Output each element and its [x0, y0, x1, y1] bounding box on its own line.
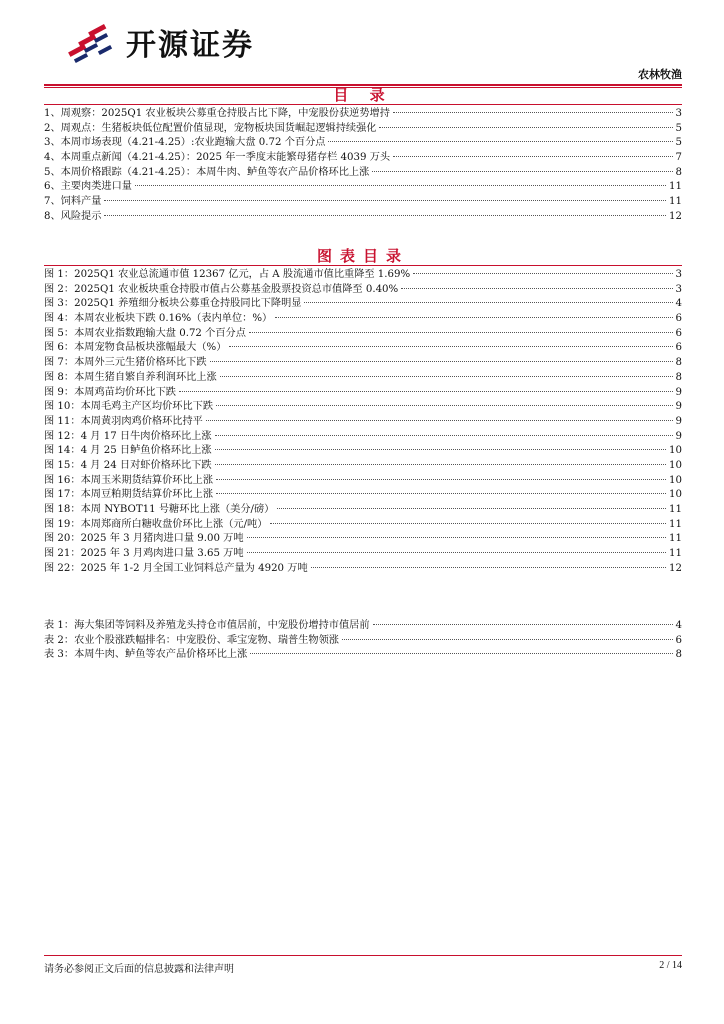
entry-title: 本周 NYBOT11 号糖环比上涨（美分/磅） [80, 504, 275, 515]
entry-page: 6 [675, 313, 682, 325]
entry-page: 7 [675, 152, 682, 164]
entry-title: 主要肉类进口量 [60, 181, 132, 193]
figure-entry[interactable] [44, 415, 682, 430]
entry-title: 4 月 25 日鲈鱼价格环比上涨 [80, 445, 212, 457]
entry-page: 5 [675, 137, 682, 149]
entry-title: 2025 年 3 月猪肉进口量 9.00 万吨 [80, 533, 244, 545]
entry-page: 5 [675, 122, 682, 134]
entry-page: 10 [669, 474, 682, 486]
figure-entry[interactable] [44, 430, 682, 445]
entry-title: 本周价格跟踪（4.21-4.25）：本周牛肉、鲈鱼等农产品价格环比上涨 [60, 166, 370, 178]
entry-title: 本周豆粕期货结算价环比上涨 [80, 489, 214, 501]
page-number: 2 / 14 [659, 960, 682, 971]
dot-leader [413, 273, 672, 274]
dot-leader [304, 302, 672, 303]
entry-title: 本周农业板块下跌 0.16%（表内单位：%） [74, 313, 273, 325]
figure-entry[interactable] [44, 474, 682, 489]
tables-list [44, 619, 682, 663]
dot-leader [373, 624, 673, 625]
dot-leader [216, 405, 673, 406]
dot-leader [275, 317, 672, 318]
entry-number: 图 15： [44, 459, 81, 471]
footer-divider [44, 955, 682, 956]
entry-title: 4 月 17 日牛肉价格环比上涨 [80, 430, 212, 442]
entry-number: 图 12： [44, 430, 81, 442]
entry-number: 图 2： [44, 283, 75, 295]
entry-page: 11 [669, 504, 682, 515]
entry-number: 图 10： [44, 401, 81, 413]
dot-leader [393, 156, 672, 157]
figure-entry[interactable] [44, 312, 682, 327]
dot-leader [393, 112, 673, 113]
toc-entry[interactable] [44, 151, 682, 166]
entry-page: 10 [669, 489, 682, 501]
figure-entry[interactable] [44, 327, 682, 342]
entry-title: 本周毛鸡主产区均价环比下跌 [80, 401, 214, 413]
figure-entry[interactable] [44, 488, 682, 503]
logo-text: 开源证券 [126, 28, 254, 63]
entry-title: 本周郑商所白糖收盘价环比上涨（元/吨） [80, 518, 268, 530]
entry-number: 3、 [44, 137, 61, 149]
entry-number: 1、 [44, 108, 61, 119]
toc-entry[interactable] [44, 107, 682, 122]
entry-title: 周观察：2025Q1 农业板块公募重仓持股占比下降，中宠股份获逆势增持 [60, 108, 390, 119]
entry-page: 3 [675, 108, 682, 119]
entry-page: 4 [675, 298, 682, 310]
toc-entry[interactable] [44, 210, 682, 225]
dot-leader [311, 567, 666, 568]
entry-page: 9 [675, 430, 682, 442]
entry-title: 2025Q1 养殖细分板块公募重仓持股同比下降明显 [74, 298, 302, 310]
entry-number: 表 1： [44, 620, 75, 631]
entry-number: 7、 [44, 196, 61, 208]
entry-number: 图 3： [44, 298, 75, 310]
footer-disclaimer: 请务必参阅正文后面的信息披露和法律声明 [44, 964, 234, 975]
table-entry[interactable] [44, 648, 682, 663]
entry-number: 图 8： [44, 371, 75, 383]
figure-entry[interactable] [44, 268, 682, 283]
figure-entry[interactable] [44, 386, 682, 401]
entry-title: 本周重点新闻（4.21-4.25）：2025 年一季度末能繁母猪存栏 4039 万头 [60, 152, 391, 164]
figure-entry[interactable] [44, 503, 682, 518]
entry-page: 11 [669, 196, 682, 208]
entry-title: 本周玉米期货结算价环比上涨 [80, 474, 214, 486]
entry-title: 2025 年 3 月鸡肉进口量 3.65 万吨 [80, 548, 244, 560]
entry-page: 8 [675, 371, 682, 383]
table-entry[interactable] [44, 619, 682, 634]
figure-entry[interactable] [44, 356, 682, 371]
entry-title: 饲料产量 [60, 196, 102, 208]
dot-leader [216, 493, 666, 494]
dot-leader [104, 200, 666, 201]
logo-mark-icon [64, 18, 120, 66]
dot-leader [328, 141, 672, 142]
sector-label: 农林牧渔 [638, 68, 682, 81]
entry-number: 表 3： [44, 649, 75, 661]
entry-title: 4 月 24 日对虾价格环比下跌 [80, 459, 212, 471]
entry-title: 周观点：生猪板块低位配置价值显现，宠物板块国货崛起逻辑持续强化 [60, 122, 377, 134]
entry-number: 图 17： [44, 489, 81, 501]
dot-leader [379, 127, 672, 128]
entry-number: 图 4： [44, 313, 75, 325]
entry-number: 图 11： [44, 415, 81, 427]
toc-list [44, 107, 682, 225]
entry-page: 8 [675, 649, 682, 661]
entry-title: 2025 年 1-2 月全国工业饲料总产量为 4920 万吨 [80, 562, 308, 574]
figure-entry[interactable] [44, 518, 682, 533]
entry-page: 11 [669, 533, 682, 545]
toc-entry[interactable] [44, 166, 682, 181]
entry-page: 9 [675, 401, 682, 413]
figure-entry[interactable] [44, 297, 682, 312]
entry-title: 2025Q1 农业总流通市值 12367 亿元，占 A 股流通市值比重降至 1.69% [74, 269, 411, 280]
entry-page: 4 [675, 620, 682, 631]
entry-number: 8、 [44, 210, 61, 222]
dot-leader [206, 420, 673, 421]
entry-page: 10 [669, 459, 682, 471]
figures-title: 图表目录 [316, 247, 409, 265]
entry-page: 8 [675, 357, 682, 369]
entry-page: 11 [669, 181, 682, 193]
entry-title: 本周鸡苗均价环比下跌 [74, 386, 176, 398]
dot-leader [247, 552, 666, 553]
entry-page: 6 [675, 327, 682, 339]
entry-title: 本周生猪自繁自养利润环比上涨 [74, 371, 217, 383]
figure-entry[interactable] [44, 547, 682, 562]
entry-number: 图 1： [44, 269, 75, 280]
toc-entry[interactable] [44, 122, 682, 137]
entry-page: 9 [675, 415, 682, 427]
entry-page: 11 [669, 518, 682, 530]
entry-title: 本周农业指数跑输大盘 0.72 个百分点 [74, 327, 246, 339]
entry-number: 图 19： [44, 518, 81, 530]
figure-entry[interactable] [44, 371, 682, 386]
entry-number: 图 22： [44, 562, 81, 574]
toc-title-rule [44, 104, 682, 105]
entry-number: 图 14： [44, 445, 81, 457]
entry-title: 本周外三元生猪价格环比下跌 [74, 357, 207, 369]
dot-leader [372, 171, 672, 172]
dot-leader [229, 346, 672, 347]
entry-title: 本周宠物食品板块涨幅最大（%） [74, 342, 227, 354]
entry-title: 本周市场表现（4.21-4.25）:农业跑输大盘 0.72 个百分点 [60, 137, 326, 149]
entry-number: 2、 [44, 122, 61, 134]
entry-title: 风险提示 [60, 210, 102, 222]
figure-entry[interactable] [44, 341, 682, 356]
entry-title: 海大集团等饲料及养殖龙头持仓市值居前，中宠股份增持市值居前 [74, 620, 370, 631]
dot-leader [179, 391, 673, 392]
toc-entry[interactable] [44, 195, 682, 210]
entry-number: 图 20： [44, 533, 81, 545]
figures-list [44, 268, 682, 576]
dot-leader [401, 288, 672, 289]
entry-page: 12 [669, 210, 682, 222]
entry-number: 图 5： [44, 327, 75, 339]
figure-entry[interactable] [44, 562, 682, 577]
dot-leader [215, 449, 666, 450]
figure-entry[interactable] [44, 532, 682, 547]
dot-leader [277, 508, 666, 509]
dot-leader [342, 639, 673, 640]
entry-page: 3 [675, 269, 682, 280]
dot-leader [249, 332, 673, 333]
toc-entry[interactable] [44, 180, 682, 195]
dot-leader [215, 464, 666, 465]
entry-page: 6 [675, 342, 682, 354]
entry-title: 本周牛肉、鲈鱼等农产品价格环比上涨 [74, 649, 248, 661]
entry-number: 图 18： [44, 504, 81, 515]
entry-page: 12 [669, 562, 682, 574]
toc-entry[interactable] [44, 136, 682, 151]
dot-leader [215, 435, 673, 436]
figure-entry[interactable] [44, 283, 682, 298]
table-entry[interactable] [44, 634, 682, 649]
page-header [58, 18, 682, 84]
entry-number: 图 16： [44, 474, 81, 486]
figure-entry[interactable] [44, 400, 682, 415]
dot-leader [135, 185, 666, 186]
entry-number: 图 6： [44, 342, 75, 354]
entry-title: 2025Q1 农业板块重仓持股市值占公募基金股票投资总市值降至 0.40% [74, 283, 399, 295]
figures-title-rule [44, 265, 682, 266]
figure-entry[interactable] [44, 459, 682, 474]
dot-leader [270, 523, 666, 524]
entry-number: 6、 [44, 181, 61, 193]
dot-leader [210, 361, 673, 362]
dot-leader [104, 215, 666, 216]
toc-title: 目 录 [333, 86, 393, 104]
entry-page: 9 [675, 386, 682, 398]
entry-number: 图 21： [44, 548, 81, 560]
entry-number: 5、 [44, 166, 61, 178]
entry-page: 6 [675, 634, 682, 646]
entry-number: 图 9： [44, 386, 75, 398]
entry-number: 图 7： [44, 357, 75, 369]
entry-page: 8 [675, 166, 682, 178]
figure-entry[interactable] [44, 444, 682, 459]
dot-leader [250, 653, 672, 654]
entry-number: 表 2： [44, 634, 75, 646]
dot-leader [220, 376, 673, 377]
entry-number: 4、 [44, 152, 61, 164]
entry-page: 3 [675, 283, 682, 295]
entry-page: 11 [669, 548, 682, 560]
entry-title: 农业个股涨跌幅排名：中宠股份、乖宝宠物、瑞普生物领涨 [74, 634, 339, 646]
company-logo [64, 18, 254, 66]
entry-page: 10 [669, 445, 682, 457]
dot-leader [216, 479, 666, 480]
entry-title: 本周黄羽肉鸡价格环比持平 [80, 415, 203, 427]
dot-leader [247, 537, 666, 538]
